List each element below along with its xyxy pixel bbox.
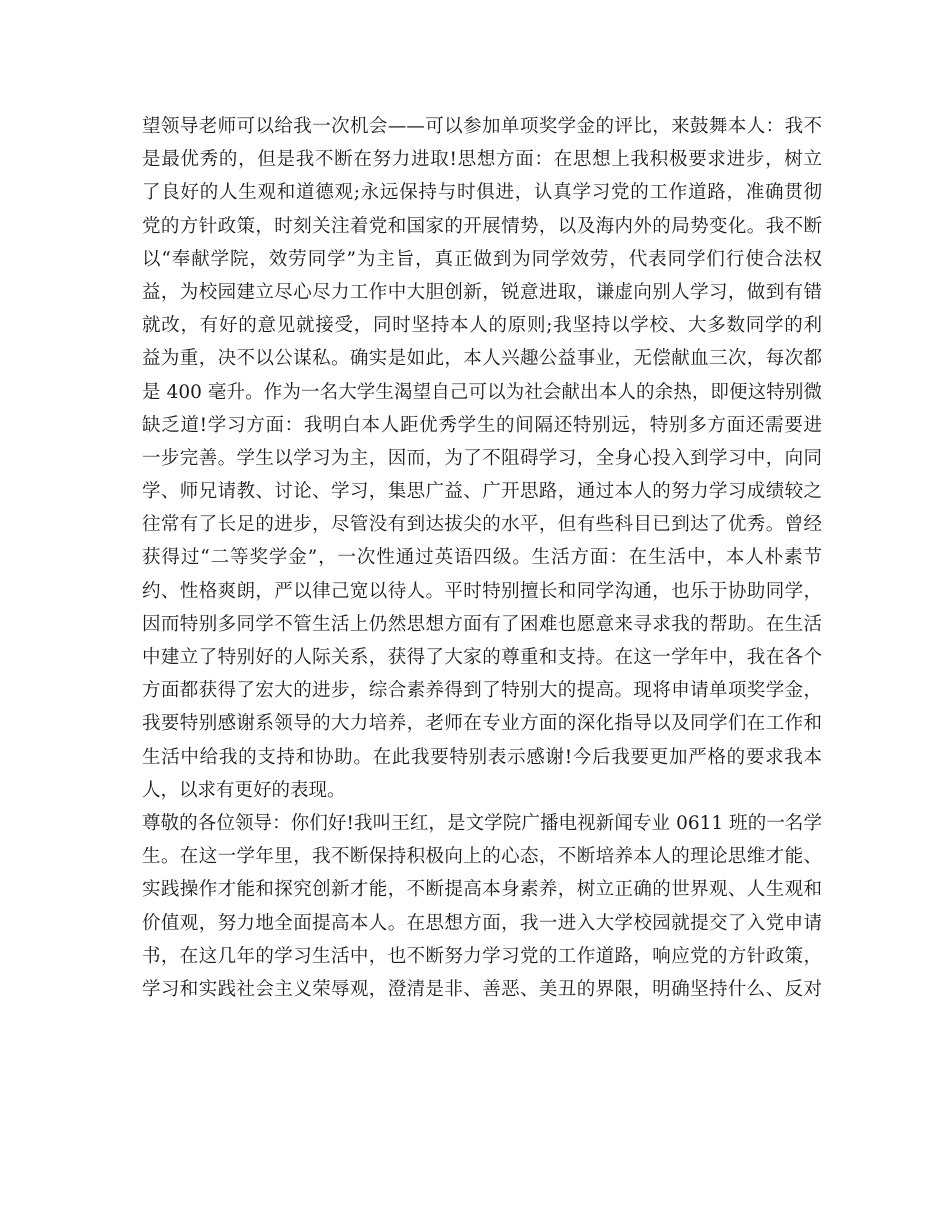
text-line: 书，在这几年的学习生活中，也不断努力学习党的工作道路，响应党的方针政策，: [142, 945, 822, 967]
text-line: 是最优秀的，但是我不断在努力进取!思想方面：在思想上我积极要求进步，树立: [142, 149, 822, 171]
text-line: 约、性格爽朗，严以律己宽以待人。平时特别擅长和同学沟通，也乐于协助同学，: [142, 580, 822, 602]
text-line: 就改，有好的意见就接受，同时坚持本人的原则;我坚持以学校、大多数同学的利: [142, 315, 822, 337]
text-line: 学、师兄请教、讨论、学习，集思广益、广开思路，通过本人的努力学习成绩较之: [142, 481, 822, 503]
text-line: 往常有了长足的进步，尽管没有到达拔尖的水平，但有些科目已到达了优秀。曾经: [142, 514, 822, 536]
text-line: 缺乏道!学习方面：我明白本人距优秀学生的间隔还特别远，特别多方面还需要进: [142, 414, 822, 436]
text-line: 是 400 毫升。作为一名大学生渴望自己可以为社会献出本人的余热，即便这特别微: [142, 381, 822, 403]
text-line: 学习和实践社会主义荣辱观，澄清是非、善恶、美丑的界限，明确坚持什么、反对: [142, 978, 822, 1000]
text-line: 人，以求有更好的表现。: [142, 779, 346, 801]
text-line: 益，为校园建立尽心尽力工作中大胆创新，锐意进取，谦虚向别人学习，做到有错: [142, 281, 822, 303]
text-line: 尊敬的各位领导：你们好!我叫王红，是文学院广播电视新闻专业 0611 班的一名学: [142, 812, 822, 834]
text-line: 方面都获得了宏大的进步，综合素养得到了特别大的提高。现将申请单项奖学金，: [142, 680, 822, 702]
text-line: 生活中给我的支持和协助。在此我要特别表示感谢!今后我要更加严格的要求我本: [142, 746, 822, 768]
text-line: 了良好的人生观和道德观;永远保持与时俱进，认真学习党的工作道路，准确贯彻: [142, 182, 822, 204]
text-line: 因而特别多同学不管生活上仍然思想方面有了困难也愿意来寻求我的帮助。在生活: [142, 613, 822, 635]
text-line: 价值观，努力地全面提高本人。在思想方面，我一进入大学校园就提交了入党申请: [142, 912, 822, 934]
text-line: 中建立了特别好的人际关系，获得了大家的尊重和支持。在这一学年中，我在各个: [142, 647, 822, 668]
text-line: 生。在这一学年里，我不断保持积极向上的心态，不断培养本人的理论思维才能、: [142, 846, 822, 868]
document-body: [142, 110, 822, 1006]
text-line: 一步完善。学生以学习为主，因而，为了不阻碍学习，全身心投入到学习中，向同: [142, 447, 822, 469]
text-line: 益为重，决不以公谋私。确实是如此，本人兴趣公益事业，无偿献血三次，每次都: [142, 348, 822, 370]
text-line: 实践操作才能和探究创新才能，不断提高本身素养，树立正确的世界观、人生观和: [142, 879, 822, 901]
text-line: 我要特别感谢系领导的大力培养，老师在专业方面的深化指导以及同学们在工作和: [142, 713, 822, 735]
text-line: 获得过“二等奖学金”，一次性通过英语四级。生活方面：在生活中，本人朴素节: [142, 547, 822, 569]
text-line: 以“奉献学院，效劳同学”为主旨，真正做到为同学效劳，代表同学们行使合法权: [142, 248, 822, 270]
text-line: 党的方针政策，时刻关注着党和国家的开展情势，以及海内外的局势变化。我不断: [142, 215, 822, 237]
text-line: 望领导老师可以给我一次机会——可以参加单项奖学金的评比，来鼓舞本人：我不: [142, 116, 822, 137]
